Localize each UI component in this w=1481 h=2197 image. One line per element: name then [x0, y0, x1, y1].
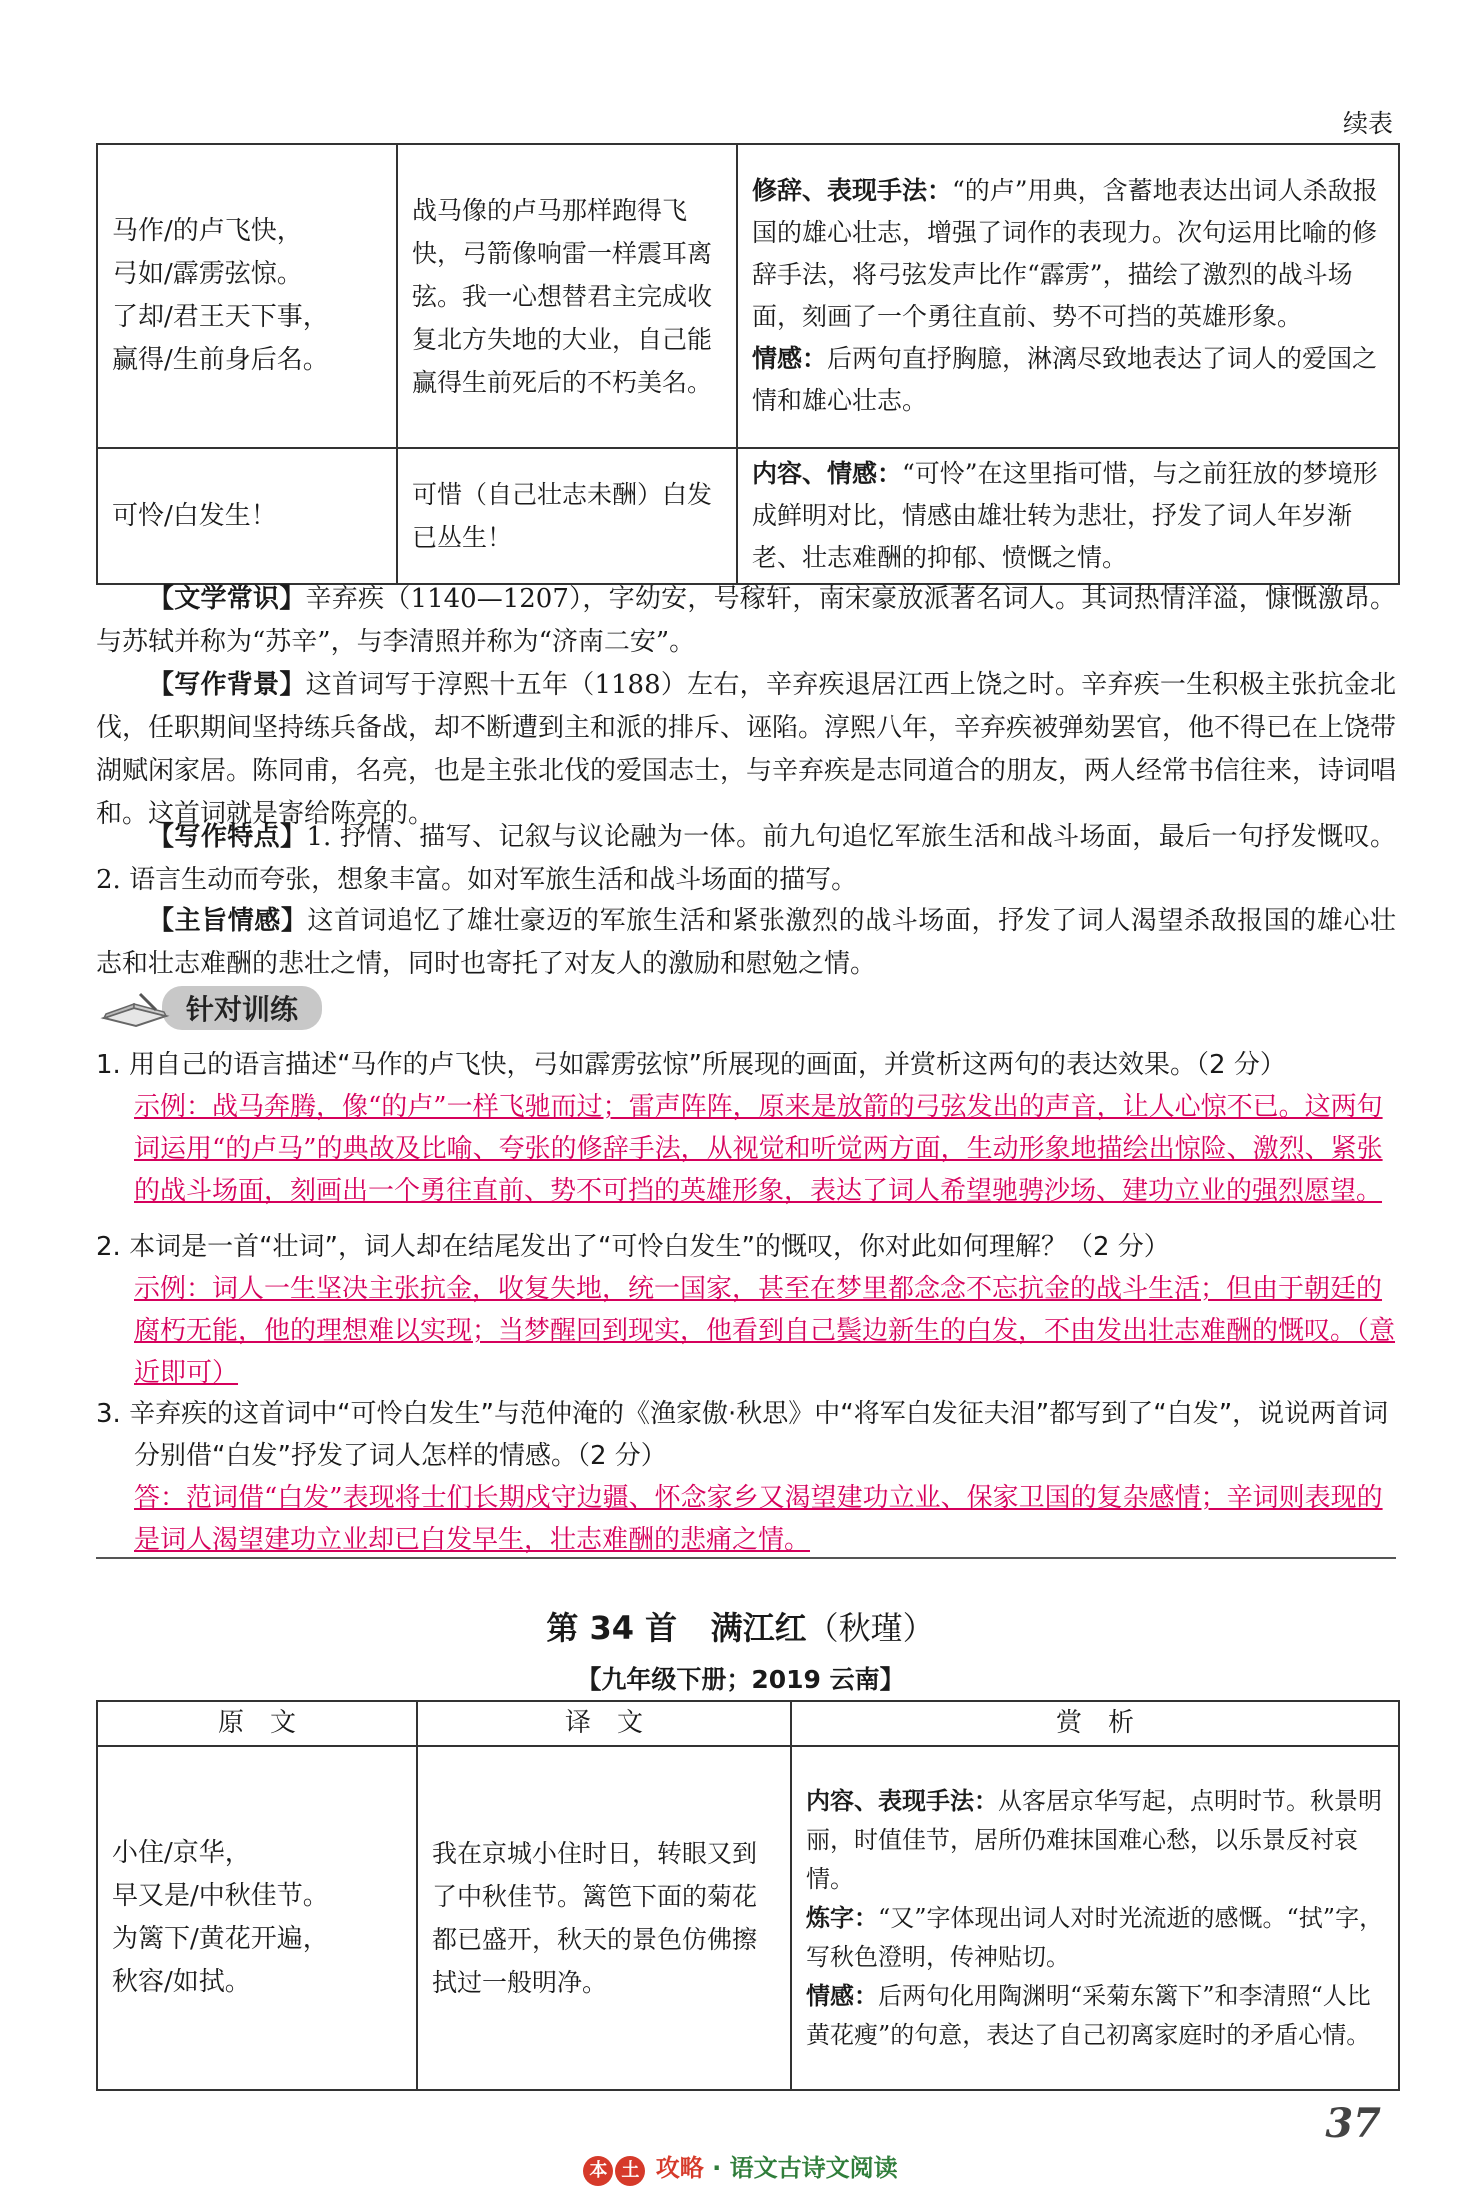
table-row — [97, 144, 1399, 448]
note-tag: 【写作背景】 — [148, 670, 306, 700]
translation-text: 我在京城小住时日，转眼又到了中秋佳节。篱笆下面的菊花都已盛开，秋天的景色仿佛擦拭过一般明净。 — [432, 1839, 758, 1997]
poem-source: 【九年级下册；2019 云南】 — [576, 1665, 905, 1694]
original-cell — [97, 1746, 417, 2090]
note-text: 这首词写于淳熙十五年（1188）左右，辛弃疾退居江西上饶之时。辛弃疾一生积极主张抗金北伐，任职期间坚持练兵备战，却不断遭到主和派的排斥、诬陷。淳熙八年，辛弃疾被弹劾罢官，他不得已在上饶带湖赋闲家居。陈同甫，名亮，也是主张北伐的爱国志士，与辛弃疾是志同道合的朋友，两人经常书信往来，诗词唱和。这首词就是寄给陈亮的。 — [96, 670, 1397, 829]
note-tag: 【写作特点】 — [148, 822, 307, 852]
analysis-text: 从客居京华写起，点明时节。秋景明丽，时值佳节，居所仍难抹国难心愁，以乐景反衬哀情。 — [806, 1786, 1382, 1893]
original-line: 马作/的卢飞快， — [112, 216, 303, 246]
question-1 — [96, 1044, 1396, 1212]
column-header: 赏 析 — [791, 1701, 1399, 1746]
translation-text: 战马像的卢马那样跑得飞快，弓箭像响雷一样震耳离弦。我一心想替君主完成收复北方失地的大业，自己能赢得生前死后的不朽美名。 — [412, 195, 713, 397]
poem-title — [0, 1603, 1481, 1649]
note-text: 1. 抒情、描写、记叙与议论融为一体。前九句追忆军旅生活和战斗场面，最后一句抒发慨叹。2. 语言生动而夸张，想象丰富。如对军旅生活和战斗场面的描写。 — [96, 822, 1396, 895]
answer-text: 示例：词人一生坚决主张抗金，收复失地，统一国家，甚至在梦里都念念不忘抗金的战斗生活；但由于朝廷的腐朽无能，他的理想难以实现；当梦醒回到现实，他看到自己鬓边新生的白发，不由发出壮志难酬的慨叹。（意近即可） — [134, 1274, 1396, 1388]
question-text: 本词是一首“壮词”，词人却在结尾发出了“可怜白发生”的慨叹，你对此如何理解？（2 分） — [129, 1232, 1170, 1262]
brand-badge: 土 — [615, 2156, 645, 2186]
analysis-text: “又”字体现出词人对时光流逝的感慨。“拭”字，写秋色澄明，传神贴切。 — [806, 1903, 1384, 1971]
question-number: 1. — [96, 1050, 121, 1080]
analysis-item — [752, 453, 1384, 579]
note-tag: 【主旨情感】 — [148, 906, 308, 936]
question-2 — [96, 1226, 1396, 1394]
note-text: 辛弃疾（1140—1207），字幼安，号稼轩，南宋豪放派著名词人。其词热情洋溢，慷慨激昂。与苏轼并称为“苏辛”，与李清照并称为“济南二安”。 — [96, 584, 1396, 657]
analysis-item — [806, 1782, 1384, 1899]
original-cell — [97, 448, 397, 584]
original-line: 可怜/白发生！ — [112, 500, 277, 531]
continued-label: 续表 — [1342, 109, 1393, 138]
note-text: 这首词追忆了雄壮豪迈的军旅生活和紧张激烈的战斗场面，抒发了词人渴望杀敌报国的雄心壮志和壮志难酬的悲壮之情，同时也寄托了对友人的激励和慰勉之情。 — [96, 906, 1396, 979]
analysis-cell — [791, 1746, 1399, 2090]
brand-dot: · — [712, 2154, 722, 2182]
poem-number: 第 34 首 — [546, 1609, 678, 1647]
original-line: 早又是/中秋佳节。 — [112, 1881, 329, 1911]
training-title: 针对训练 — [162, 986, 322, 1030]
analysis-label: 内容、表现手法： — [806, 1786, 998, 1815]
column-header: 译 文 — [417, 1701, 791, 1746]
translation-text: 可惜（自己壮志未酬）白发已丛生！ — [412, 480, 713, 552]
original-line: 为篱下/黄花开遍， — [112, 1924, 329, 1954]
poem-name: 满江红 — [710, 1609, 807, 1647]
analysis-text: 后两句直抒胸臆，淋漓尽致地表达了词人的爱国之情和雄心壮志。 — [752, 344, 1378, 415]
note-literature — [96, 578, 1396, 664]
analysis-label: 内容、情感： — [752, 459, 903, 488]
question-text: 辛弃疾的这首词中“可怜白发生”与范仲淹的《渔家傲·秋思》中“将军白发征夫泪”都写到了“白发”，说说两首词分别借“白发”抒发了词人怎样的情感。（2 分） — [129, 1399, 1389, 1471]
note-tag: 【文学常识】 — [148, 584, 306, 614]
table-header-row — [97, 1701, 1399, 1746]
question-text: 用自己的语言描述“马作的卢飞快，弓如霹雳弦惊”所展现的画面，并赏析这两句的表达效果。（2 分） — [129, 1050, 1286, 1080]
answer-text: 答：范词借“白发”表现将士们长期戍守边疆、怀念家乡又渴望建功立业、保家卫国的复杂感情；辛词则表现的是词人渴望建功立业却已白发早生，壮志难酬的悲痛之情。 — [134, 1483, 1383, 1555]
analysis-label: 炼字： — [806, 1903, 878, 1932]
series-name: 语文古诗文阅读 — [729, 2154, 898, 2182]
analysis-cell — [737, 448, 1399, 584]
analysis-label: 修辞、表现手法： — [752, 176, 953, 205]
translation-cell — [397, 448, 737, 584]
analysis-item — [806, 1899, 1384, 1977]
analysis-item — [806, 1977, 1384, 2055]
note-background — [96, 664, 1396, 836]
original-cell — [97, 144, 397, 448]
footer-brand — [0, 2148, 1481, 2186]
column-header: 原 文 — [97, 1701, 417, 1746]
analysis-text: “可怜”在这里指可惜，与之前狂放的梦境形成鲜明对比，情感由雄壮转为悲壮，抒发了词人年岁渐老、壮志难酬的抑郁、愤慨之情。 — [752, 459, 1378, 572]
original-line: 秋容/如拭。 — [112, 1967, 251, 1997]
brand-name: 攻略 — [655, 2154, 704, 2182]
table-row — [97, 1746, 1399, 2090]
answer-text: 示例：战马奔腾，像“的卢”一样飞驰而过；雷声阵阵，原来是放箭的弓弦发出的声音，让人心惊不已。这两句词运用“的卢马”的典故及比喻、夸张的修辞手法，从视觉和听觉两方面，生动形象地描绘出惊险、激烈、紧张的战斗场面，刻画出一个勇往直前、势不可挡的英雄形象，表达了词人希望驰骋沙场、建功立业的强烈愿望。 — [134, 1092, 1383, 1206]
original-line: 了却/君王天下事， — [112, 302, 329, 332]
analysis-label: 情感： — [752, 344, 828, 373]
poem-table — [96, 1700, 1400, 2091]
table-row — [97, 448, 1399, 584]
brand-badge: 本 — [583, 2156, 613, 2186]
note-theme — [96, 900, 1396, 986]
note-features — [96, 816, 1396, 902]
question-number: 3. — [96, 1399, 121, 1429]
page-number: 37 — [1325, 2100, 1381, 2147]
question-number: 2. — [96, 1232, 121, 1262]
analysis-text: 后两句化用陶渊明“采菊东篱下”和李清照“人比黄花瘦”的句意，表达了自己初离家庭时的矛盾心情。 — [806, 1981, 1371, 2049]
original-line: 小住/京华， — [112, 1838, 251, 1868]
open-book-icon — [100, 988, 172, 1028]
poem-table-continued — [96, 143, 1400, 585]
poem-author: （秋瑾） — [806, 1609, 935, 1647]
section-divider — [96, 1557, 1396, 1559]
analysis-label: 情感： — [806, 1981, 878, 2010]
question-3 — [96, 1393, 1396, 1561]
original-line: 赢得/生前身后名。 — [112, 345, 329, 375]
analysis-item — [752, 338, 1384, 422]
analysis-item — [752, 170, 1384, 338]
training-heading — [100, 985, 322, 1031]
translation-cell — [397, 144, 737, 448]
analysis-cell — [737, 144, 1399, 448]
translation-cell — [417, 1746, 791, 2090]
original-line: 弓如/霹雳弦惊。 — [112, 259, 303, 289]
analysis-text: “的卢”用典，含蓄地表达出词人杀敌报国的雄心壮志，增强了词作的表现力。次句运用比喻的修辞手法，将弓弦发声比作“霹雳”，描绘了激烈的战斗场面，刻画了一个勇往直前、势不可挡的英雄形象。 — [752, 176, 1378, 331]
